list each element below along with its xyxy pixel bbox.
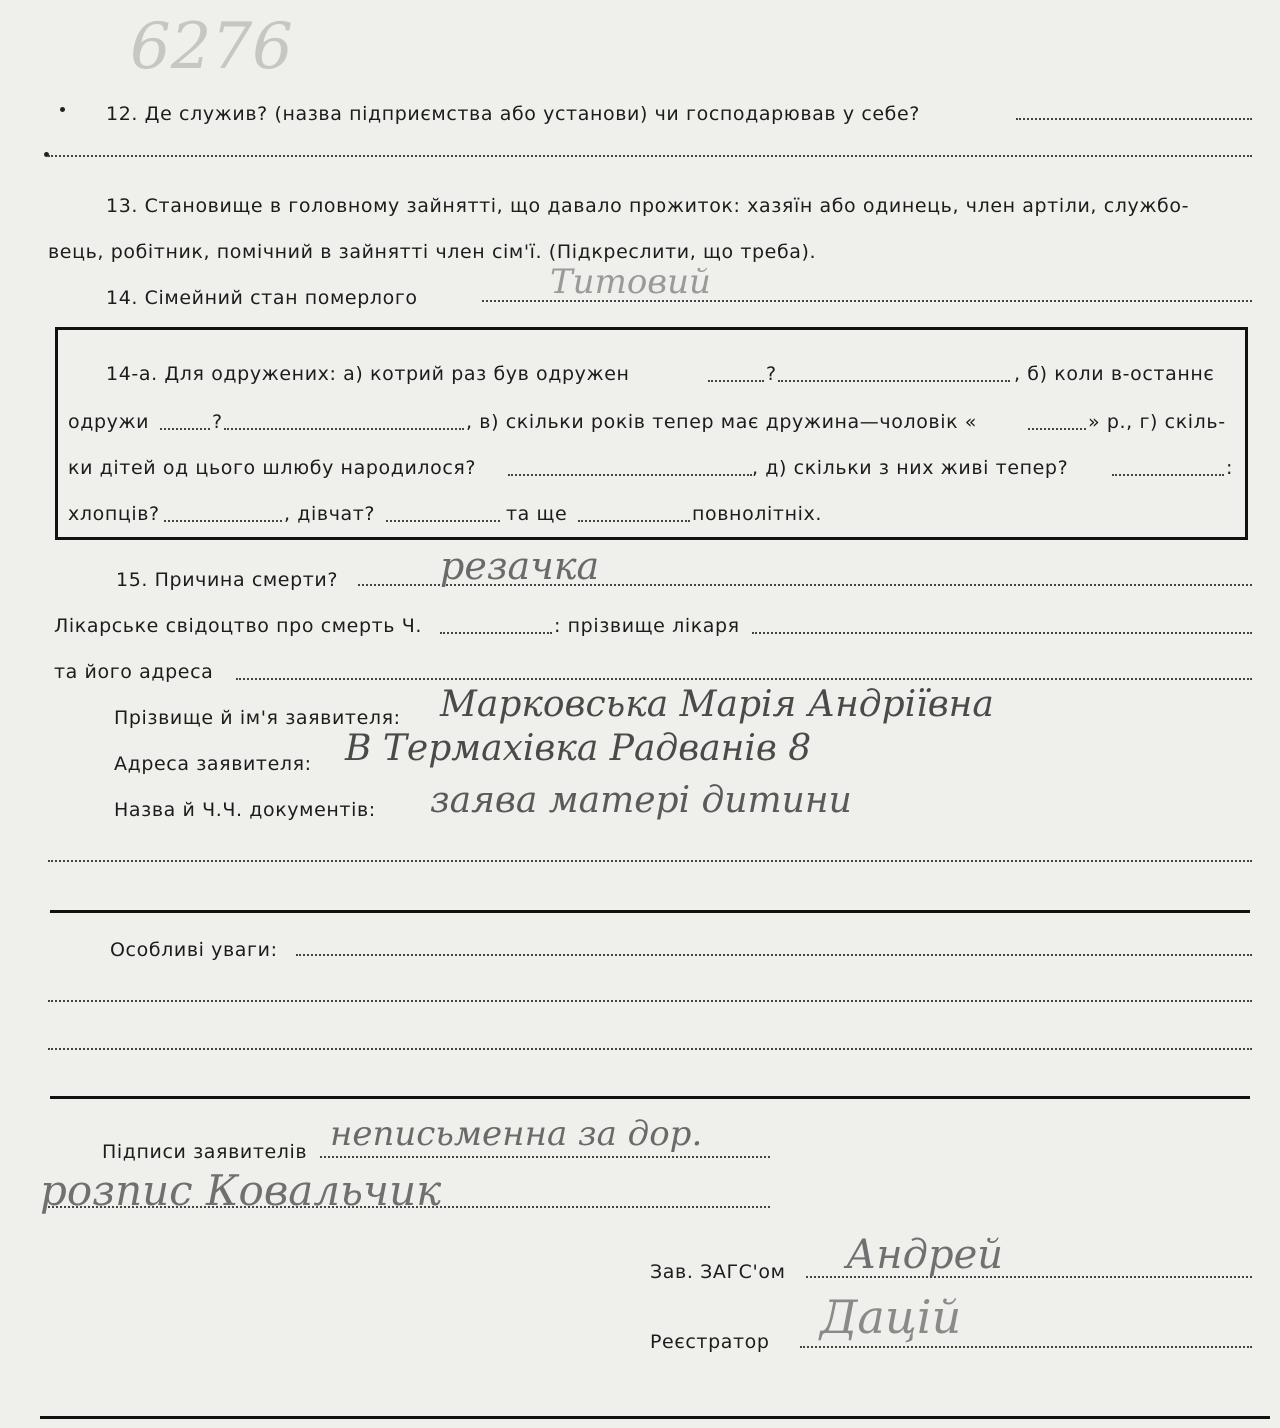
q14a-line-2c: , в) скільки років тепер має дружина—чоловік « xyxy=(466,411,978,433)
signature-handwritten-2: розпис Ковальчик xyxy=(40,1166,442,1215)
registrar-signature: Дацій xyxy=(820,1290,962,1344)
q14a-blank xyxy=(1028,428,1086,430)
q12-answer-line xyxy=(1016,118,1252,120)
doctor-address-line xyxy=(236,678,1252,680)
registrar-line xyxy=(800,1346,1252,1348)
q13-line-2: вець, робітник, помічний в зайнятті член сім'ї. (Підкреслити, що треба). xyxy=(48,241,817,263)
doctor-certificate-label: Лікарське свідоцтво про смерть Ч. xyxy=(54,615,422,637)
q14a-line-4b: , дівчат? xyxy=(284,503,376,525)
q12-label: 12. Де служив? (назва підприємства або установи) чи господарював у себе? xyxy=(106,103,920,125)
applicant-name-label: Прізвище й ім'я заявителя: xyxy=(114,707,401,729)
q14a-line-3b: , д) скільки з них живі тепер? xyxy=(752,457,1069,479)
q14a-line-3c: : xyxy=(1226,457,1234,479)
q14a-line-1b: ? xyxy=(766,363,777,385)
doctor-surname-label: : прізвище лікаря xyxy=(554,615,740,637)
registry-head-signature: Андрей xyxy=(846,1232,1004,1278)
q14a-line-2a: одружи xyxy=(68,411,150,433)
signature-handwritten-1: неписьменна за дор. xyxy=(330,1114,703,1154)
q14a-line-3a: ки дітей од цього шлюбу народилося? xyxy=(68,457,477,479)
q14a-line-1a: 14-а. Для одружених: а) котрий раз був одружен xyxy=(106,363,630,385)
q15-label: 15. Причина смерти? xyxy=(116,569,339,591)
registry-head-label: Зав. ЗАГС'ом xyxy=(650,1261,786,1283)
q14-handwritten-answer: Титовий xyxy=(550,262,711,302)
q14a-line-4a: хлопців? xyxy=(68,503,160,525)
documents-label: Назва й Ч.Ч. документів: xyxy=(114,799,376,821)
bottom-rule xyxy=(40,1416,1270,1419)
registrar-label: Реєстратор xyxy=(650,1331,770,1353)
remarks-line-3 xyxy=(48,1048,1252,1050)
q14a-blank xyxy=(708,380,764,382)
q14a-blank xyxy=(160,428,210,430)
applicant-name-handwritten: Марковська Марія Андріївна xyxy=(440,684,994,725)
section-divider xyxy=(50,910,1250,913)
q14a-blank xyxy=(778,380,1010,382)
q14a-blank xyxy=(1112,474,1224,476)
q14a-line-2d: » р., г) скіль- xyxy=(1088,411,1226,433)
applicant-address-handwritten: В Термахівка Радванів 8 xyxy=(345,728,812,769)
remarks-line-2 xyxy=(48,1000,1252,1002)
applicant-address-label: Адреса заявителя: xyxy=(114,753,312,775)
q14a-line-1c: , б) коли в-останнє xyxy=(1014,363,1215,385)
q14a-blank xyxy=(508,474,752,476)
q14a-blank xyxy=(386,520,500,522)
documents-handwritten: заява матері дитини xyxy=(430,780,852,821)
q14a-line-4d: повнолітніх. xyxy=(692,503,822,525)
doctor-certificate-number-line xyxy=(440,632,552,634)
remarks-line xyxy=(296,954,1252,956)
remarks-label: Особливі уваги: xyxy=(110,939,278,961)
archive-number-stamp: 6276 xyxy=(130,10,293,84)
q13-line-1: 13. Становище в головному зайнятті, що давало прожиток: хазяїн або одинець, член артіли, службо- xyxy=(106,195,1190,217)
doctor-address-label: та його адреса xyxy=(54,661,214,683)
q15-handwritten-answer: резачка xyxy=(440,544,600,588)
ink-speck xyxy=(60,107,65,112)
applicant-signatures-label: Підписи заявителів xyxy=(102,1141,308,1163)
q14a-blank xyxy=(224,428,464,430)
section-divider xyxy=(50,1096,1250,1099)
q14-label: 14. Сімейний стан померлого xyxy=(106,287,418,309)
q14a-line-2b: ? xyxy=(212,411,223,433)
q14a-blank xyxy=(578,520,690,522)
q12-answer-line-2 xyxy=(48,155,1252,157)
q14a-line-4c: та ще xyxy=(506,503,568,525)
doctor-surname-line xyxy=(752,632,1252,634)
signature-line xyxy=(320,1156,770,1158)
q14a-blank xyxy=(164,520,282,522)
documents-answer-line-2 xyxy=(48,860,1252,862)
